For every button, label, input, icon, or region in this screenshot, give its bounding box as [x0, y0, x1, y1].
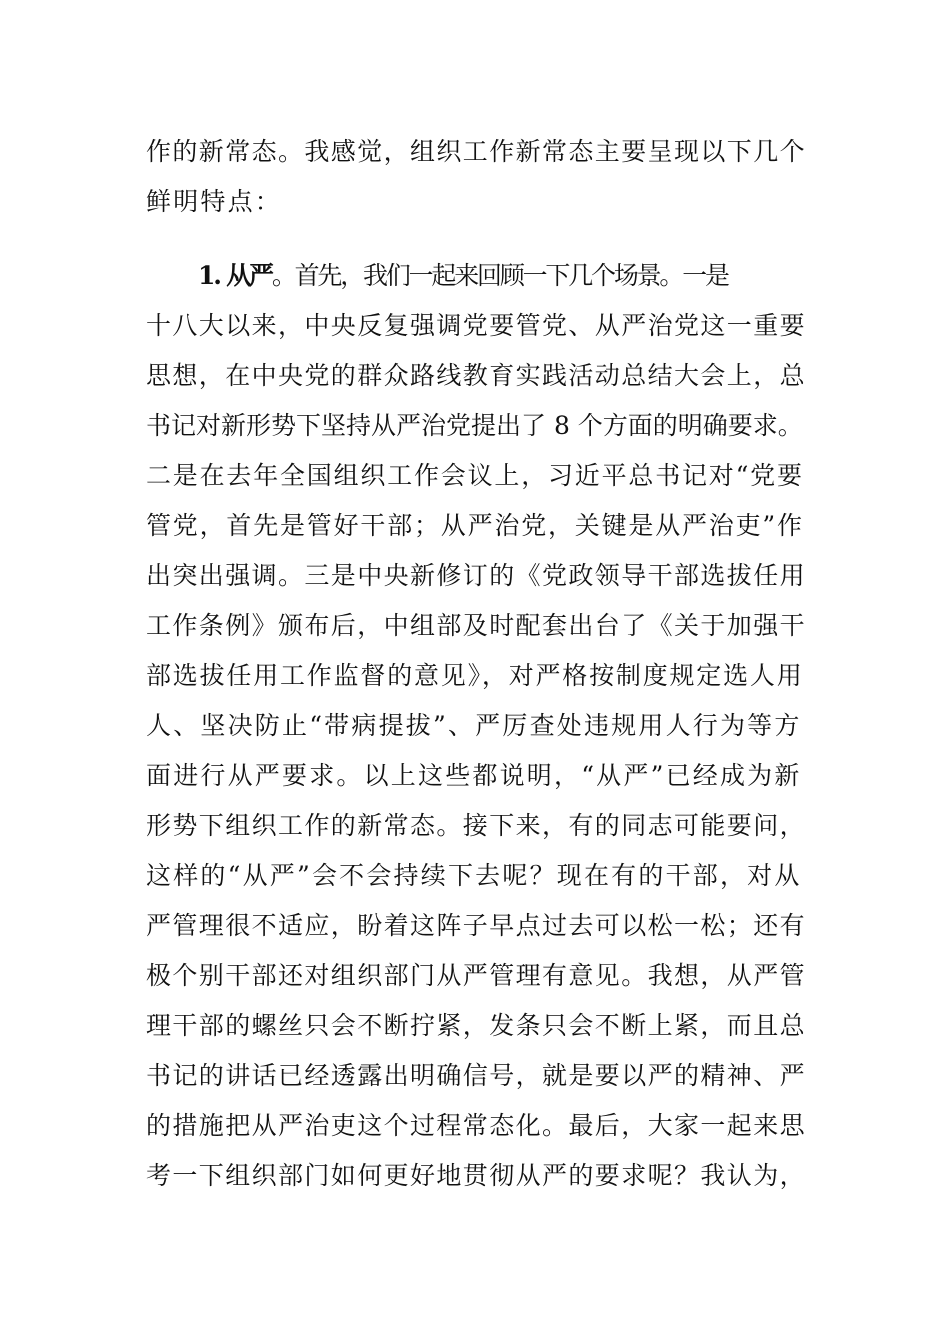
paragraph-line: 形势下组织工作的新常态。接下来，有的同志可能要问， — [146, 811, 807, 840]
paragraph-line: 二是在去年全国组织工作会议上，习近平总书记对“党要 — [146, 461, 804, 490]
paragraph-line: 考一下组织部门如何更好地贯彻从严的要求呢？我认为， — [146, 1161, 807, 1190]
paragraph-line: 人、坚决防止“带病提拔”、严厉查处违规用人行为等方 — [146, 711, 802, 740]
paragraph-line: 出突出强调。三是中央新修订的《党政领导干部选拔任用 — [146, 561, 807, 590]
paragraph-line: 鲜明特点： — [146, 187, 283, 216]
paragraph-line-rest: 。首先，我们一起来回顾一下几个场景。一是 — [271, 261, 728, 290]
paragraph-line: 作的新常态。我感觉，组织工作新常态主要呈现以下几个 — [146, 137, 807, 166]
paragraph-line: 这样的“从严”会不会持续下去呢？现在有的干部，对从 — [146, 861, 802, 890]
paragraph-line: 书记对新形势下坚持从严治党提出了 8 个方面的明确要求。 — [146, 411, 803, 440]
section-heading-line — [198, 261, 858, 291]
paragraph-line: 书记的讲话已经透露出明确信号，就是要以严的精神、严 — [146, 1061, 807, 1090]
paragraph-line: 的措施把从严治吏这个过程常态化。最后，大家一起来思 — [146, 1111, 807, 1140]
section-heading: 1. 从严 — [198, 261, 272, 290]
paragraph-line: 十八大以来，中央反复强调党要管党、从严治党这一重要 — [146, 311, 807, 340]
paragraph-line: 面进行从严要求。以上这些都说明，“从严”已经成为新 — [146, 761, 802, 790]
paragraph-line: 工作条例》颁布后，中组部及时配套出台了《关于加强干 — [146, 611, 807, 640]
paragraph-line: 管党，首先是管好干部；从严治党，关键是从严治吏”作 — [146, 511, 804, 540]
paragraph-line: 部选拔任用工作监督的意见》，对严格按制度规定选人用 — [146, 661, 804, 690]
paragraph-line: 思想，在中央党的群众路线教育实践活动总结大会上，总 — [146, 361, 807, 390]
paragraph-line: 极个别干部还对组织部门从严管理有意见。我想，从严管 — [146, 961, 807, 990]
paragraph-line: 严管理很不适应，盼着这阵子早点过去可以松一松；还有 — [146, 911, 807, 940]
paragraph-line: 理干部的螺丝只会不断拧紧，发条只会不断上紧，而且总 — [146, 1011, 807, 1040]
